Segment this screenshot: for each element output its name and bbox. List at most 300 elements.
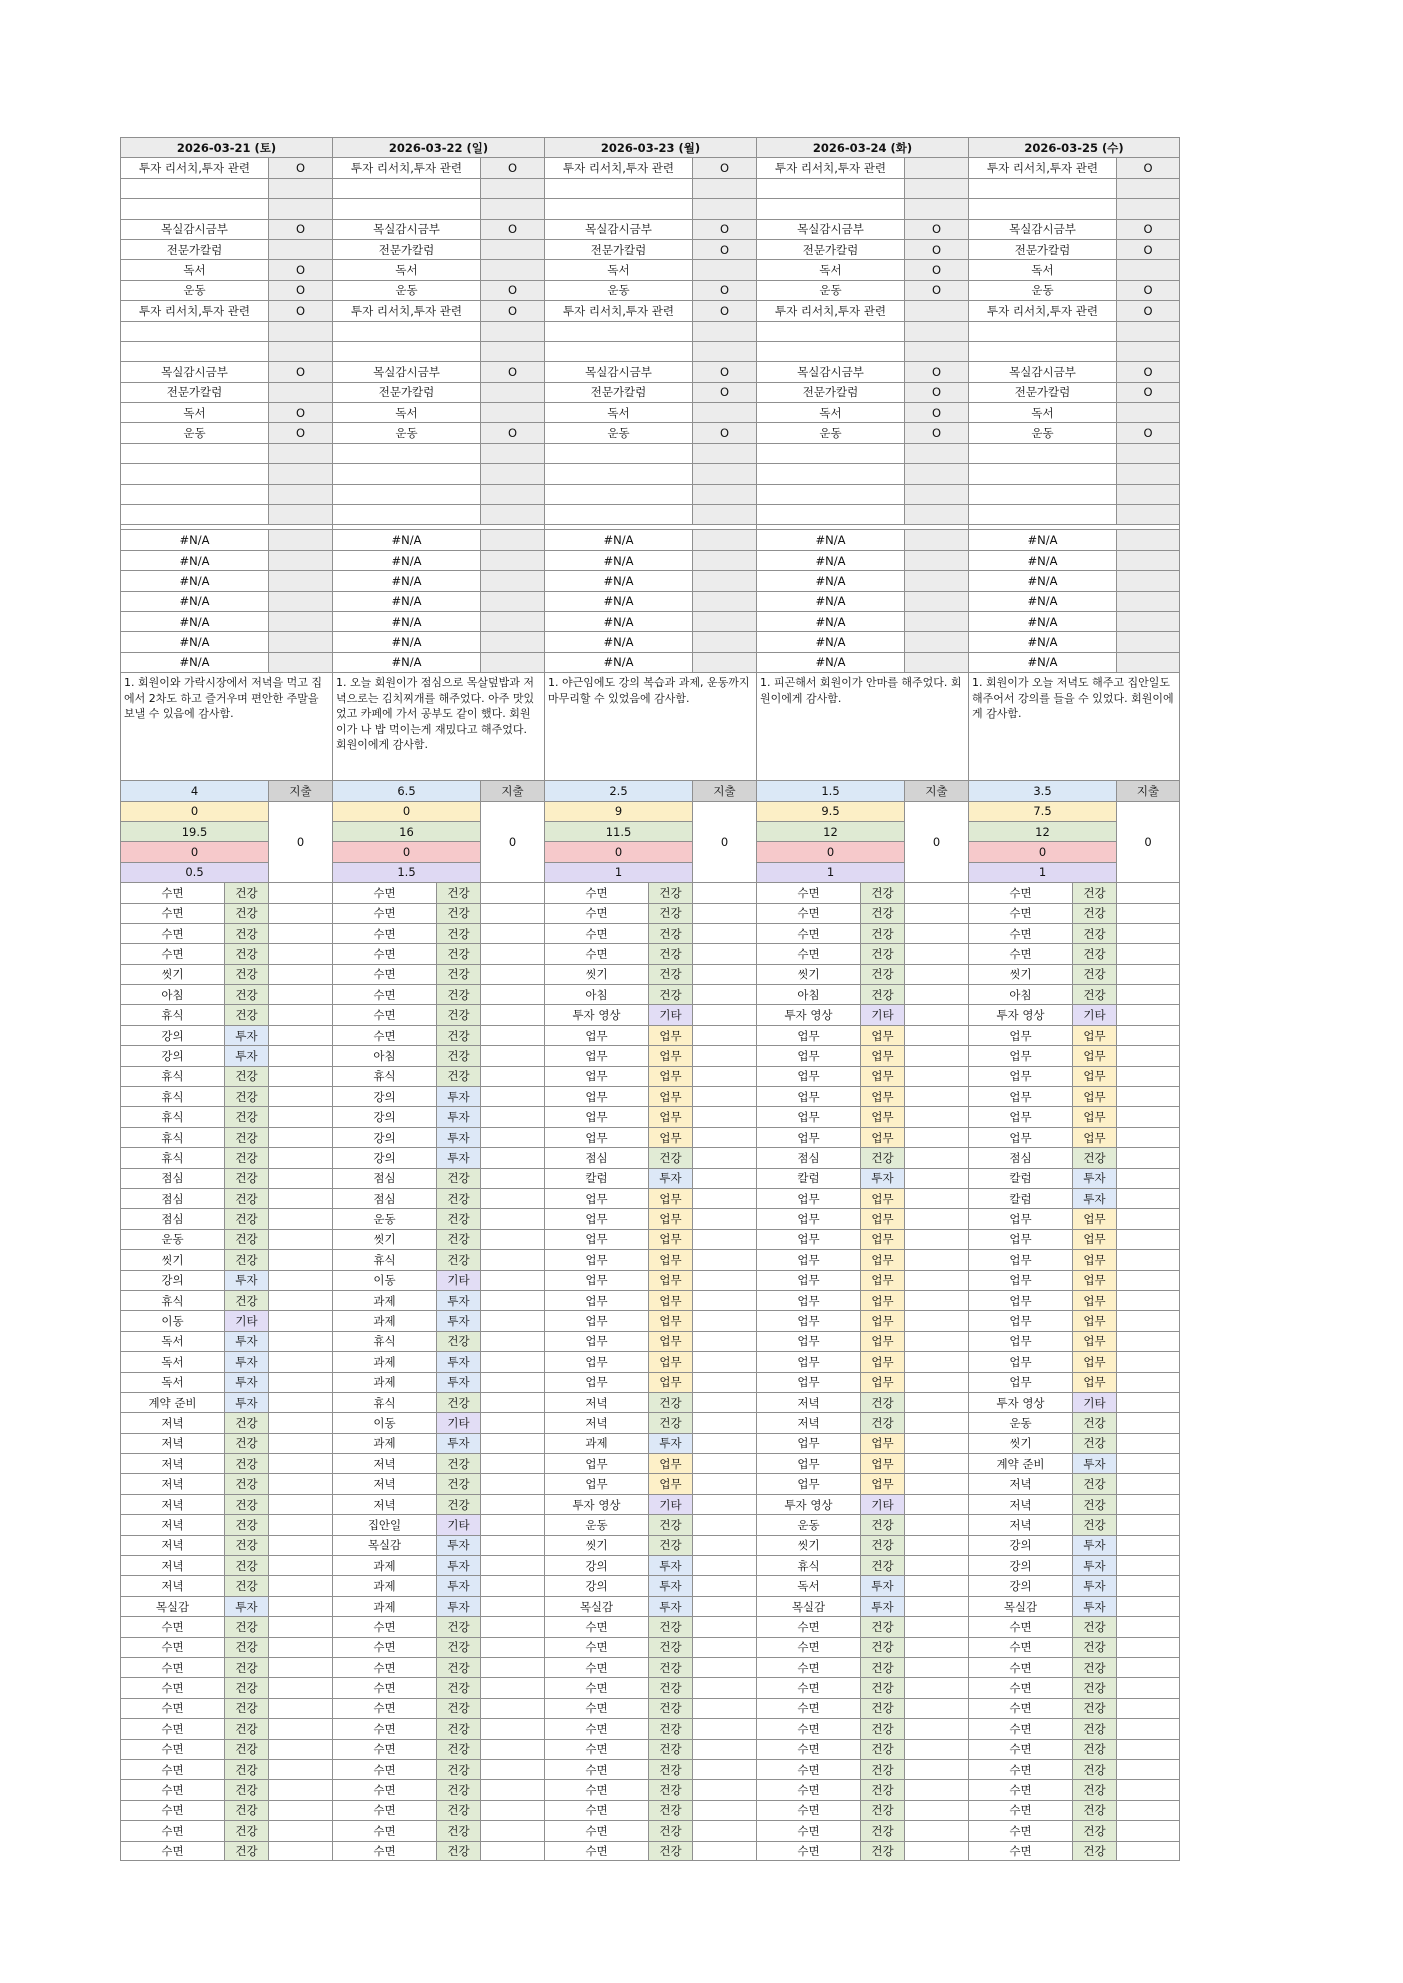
lookup-aux-cell[interactable] <box>1116 591 1180 611</box>
task-check-cell[interactable] <box>480 341 544 361</box>
activity-cell[interactable]: 업무 <box>968 1066 1072 1086</box>
task-name-cell[interactable]: 전문가칼럼 <box>544 239 692 259</box>
task-name-cell[interactable]: 목실감시금부 <box>120 361 268 381</box>
category-cell[interactable]: 업무 <box>860 1453 904 1473</box>
task-name-cell[interactable] <box>544 443 692 463</box>
activity-cell[interactable]: 수면 <box>756 1800 860 1820</box>
category-cell[interactable]: 업무 <box>860 1331 904 1351</box>
schedule-note-cell[interactable] <box>268 1555 332 1575</box>
schedule-note-cell[interactable] <box>904 1514 968 1534</box>
category-cell[interactable]: 기타 <box>648 1494 692 1514</box>
schedule-note-cell[interactable] <box>480 1616 544 1636</box>
schedule-note-cell[interactable] <box>268 1677 332 1697</box>
task-name-cell[interactable]: 전문가칼럼 <box>756 239 904 259</box>
activity-cell[interactable]: 강의 <box>332 1086 436 1106</box>
category-cell[interactable]: 업무 <box>1072 1331 1116 1351</box>
activity-cell[interactable]: 휴식 <box>120 1127 224 1147</box>
activity-cell[interactable]: 업무 <box>968 1127 1072 1147</box>
schedule-note-cell[interactable] <box>268 882 332 902</box>
task-name-cell[interactable] <box>968 504 1116 524</box>
category-cell[interactable]: 업무 <box>860 1433 904 1453</box>
category-cell[interactable]: 건강 <box>860 882 904 902</box>
category-cell[interactable]: 투자 <box>860 1168 904 1188</box>
category-cell[interactable]: 건강 <box>436 1249 480 1269</box>
schedule-note-cell[interactable] <box>1116 1168 1180 1188</box>
schedule-note-cell[interactable] <box>904 1127 968 1147</box>
task-name-cell[interactable]: 목실감시금부 <box>756 219 904 239</box>
schedule-note-cell[interactable] <box>692 1106 756 1126</box>
lookup-aux-cell[interactable] <box>1116 652 1180 672</box>
summary-hours-cell[interactable]: 12 <box>968 821 1116 841</box>
schedule-note-cell[interactable] <box>904 1249 968 1269</box>
activity-cell[interactable]: 저녁 <box>332 1453 436 1473</box>
category-cell[interactable]: 기타 <box>436 1270 480 1290</box>
category-cell[interactable]: 건강 <box>436 1208 480 1228</box>
task-check-cell[interactable]: O <box>692 422 756 442</box>
lookup-cell[interactable]: #N/A <box>332 529 480 549</box>
schedule-note-cell[interactable] <box>480 1555 544 1575</box>
task-name-cell[interactable] <box>968 341 1116 361</box>
summary-hours-cell[interactable]: 0 <box>332 841 480 861</box>
category-cell[interactable]: 건강 <box>860 1841 904 1861</box>
category-cell[interactable]: 업무 <box>1072 1310 1116 1330</box>
task-name-cell[interactable]: 운동 <box>544 280 692 300</box>
schedule-note-cell[interactable] <box>268 1392 332 1412</box>
category-cell[interactable]: 건강 <box>1072 1657 1116 1677</box>
schedule-note-cell[interactable] <box>904 1066 968 1086</box>
task-check-cell[interactable]: O <box>692 157 756 177</box>
schedule-note-cell[interactable] <box>692 1249 756 1269</box>
schedule-note-cell[interactable] <box>268 1372 332 1392</box>
task-name-cell[interactable] <box>756 484 904 504</box>
category-cell[interactable]: 투자 <box>648 1433 692 1453</box>
expense-total[interactable]: 0 <box>480 801 544 883</box>
schedule-note-cell[interactable] <box>480 1514 544 1534</box>
activity-cell[interactable]: 수면 <box>968 1739 1072 1759</box>
category-cell[interactable]: 건강 <box>436 1066 480 1086</box>
activity-cell[interactable]: 수면 <box>756 903 860 923</box>
summary-hours-cell[interactable]: 1 <box>756 862 904 882</box>
summary-hours-cell[interactable]: 2.5 <box>544 780 692 800</box>
activity-cell[interactable]: 씻기 <box>120 1249 224 1269</box>
lookup-aux-cell[interactable] <box>1116 570 1180 590</box>
lookup-cell[interactable]: #N/A <box>756 570 904 590</box>
category-cell[interactable]: 건강 <box>860 1739 904 1759</box>
lookup-cell[interactable]: #N/A <box>968 529 1116 549</box>
schedule-note-cell[interactable] <box>480 1596 544 1616</box>
schedule-note-cell[interactable] <box>904 1494 968 1514</box>
schedule-note-cell[interactable] <box>692 1820 756 1840</box>
activity-cell[interactable]: 수면 <box>332 1800 436 1820</box>
lookup-cell[interactable]: #N/A <box>332 652 480 672</box>
activity-cell[interactable]: 투자 영상 <box>544 1004 648 1024</box>
activity-cell[interactable]: 수면 <box>756 1718 860 1738</box>
activity-cell[interactable]: 수면 <box>968 1616 1072 1636</box>
schedule-note-cell[interactable] <box>480 1473 544 1493</box>
activity-cell[interactable]: 업무 <box>544 1188 648 1208</box>
lookup-aux-cell[interactable] <box>480 591 544 611</box>
activity-cell[interactable]: 수면 <box>544 1820 648 1840</box>
activity-cell[interactable]: 업무 <box>968 1045 1072 1065</box>
category-cell[interactable]: 건강 <box>224 1453 268 1473</box>
activity-cell[interactable]: 과제 <box>332 1372 436 1392</box>
task-name-cell[interactable]: 독서 <box>756 259 904 279</box>
schedule-note-cell[interactable] <box>904 1270 968 1290</box>
schedule-note-cell[interactable] <box>480 1331 544 1351</box>
task-name-cell[interactable]: 투자 리서치,투자 관련 <box>756 157 904 177</box>
category-cell[interactable]: 건강 <box>1072 1147 1116 1167</box>
activity-cell[interactable]: 아침 <box>332 1045 436 1065</box>
schedule-note-cell[interactable] <box>480 1657 544 1677</box>
activity-cell[interactable]: 과제 <box>544 1433 648 1453</box>
lookup-cell[interactable]: #N/A <box>332 591 480 611</box>
category-cell[interactable]: 업무 <box>860 1066 904 1086</box>
activity-cell[interactable]: 휴식 <box>120 1066 224 1086</box>
category-cell[interactable]: 업무 <box>1072 1106 1116 1126</box>
task-check-cell[interactable] <box>480 178 544 198</box>
category-cell[interactable]: 투자 <box>436 1086 480 1106</box>
category-cell[interactable]: 건강 <box>224 1555 268 1575</box>
activity-cell[interactable]: 업무 <box>756 1453 860 1473</box>
activity-cell[interactable]: 업무 <box>544 1310 648 1330</box>
category-cell[interactable]: 건강 <box>224 943 268 963</box>
task-check-cell[interactable] <box>692 443 756 463</box>
activity-cell[interactable]: 계약 준비 <box>120 1392 224 1412</box>
category-cell[interactable]: 건강 <box>860 1800 904 1820</box>
schedule-note-cell[interactable] <box>268 923 332 943</box>
schedule-note-cell[interactable] <box>1116 1045 1180 1065</box>
schedule-note-cell[interactable] <box>904 1147 968 1167</box>
category-cell[interactable]: 건강 <box>224 923 268 943</box>
category-cell[interactable]: 업무 <box>1072 1066 1116 1086</box>
schedule-note-cell[interactable] <box>904 1657 968 1677</box>
activity-cell[interactable]: 저녁 <box>120 1494 224 1514</box>
activity-cell[interactable]: 점심 <box>332 1188 436 1208</box>
task-name-cell[interactable]: 목실감시금부 <box>968 361 1116 381</box>
category-cell[interactable]: 업무 <box>860 1249 904 1269</box>
schedule-note-cell[interactable] <box>480 1208 544 1228</box>
summary-hours-cell[interactable]: 0.5 <box>120 862 268 882</box>
category-cell[interactable]: 건강 <box>224 1616 268 1636</box>
summary-hours-cell[interactable]: 9 <box>544 801 692 821</box>
schedule-note-cell[interactable] <box>268 964 332 984</box>
category-cell[interactable]: 건강 <box>860 1514 904 1534</box>
task-check-cell[interactable]: O <box>268 157 332 177</box>
task-check-cell[interactable] <box>1116 198 1180 218</box>
activity-cell[interactable]: 운동 <box>544 1514 648 1534</box>
activity-cell[interactable]: 수면 <box>968 1637 1072 1657</box>
task-name-cell[interactable]: 독서 <box>544 402 692 422</box>
category-cell[interactable]: 건강 <box>436 1800 480 1820</box>
task-check-cell[interactable]: O <box>480 157 544 177</box>
task-check-cell[interactable] <box>1116 504 1180 524</box>
category-cell[interactable]: 건강 <box>648 1800 692 1820</box>
task-check-cell[interactable]: O <box>1116 239 1180 259</box>
lookup-aux-cell[interactable] <box>480 652 544 672</box>
category-cell[interactable]: 건강 <box>648 1698 692 1718</box>
task-name-cell[interactable] <box>332 443 480 463</box>
task-check-cell[interactable] <box>904 504 968 524</box>
task-check-cell[interactable] <box>268 484 332 504</box>
category-cell[interactable]: 건강 <box>224 1147 268 1167</box>
category-cell[interactable]: 건강 <box>648 1535 692 1555</box>
category-cell[interactable]: 기타 <box>1072 1392 1116 1412</box>
schedule-note-cell[interactable] <box>268 1494 332 1514</box>
task-name-cell[interactable] <box>120 198 268 218</box>
task-name-cell[interactable] <box>968 178 1116 198</box>
task-check-cell[interactable]: O <box>692 219 756 239</box>
category-cell[interactable]: 건강 <box>224 1677 268 1697</box>
category-cell[interactable]: 건강 <box>224 1412 268 1432</box>
category-cell[interactable]: 건강 <box>224 1841 268 1861</box>
activity-cell[interactable]: 강의 <box>332 1127 436 1147</box>
summary-hours-cell[interactable]: 0 <box>332 801 480 821</box>
activity-cell[interactable]: 과제 <box>332 1433 436 1453</box>
activity-cell[interactable]: 업무 <box>544 1473 648 1493</box>
task-name-cell[interactable]: 독서 <box>544 259 692 279</box>
schedule-note-cell[interactable] <box>692 1290 756 1310</box>
lookup-aux-cell[interactable] <box>268 611 332 631</box>
category-cell[interactable]: 업무 <box>648 1025 692 1045</box>
activity-cell[interactable]: 독서 <box>120 1331 224 1351</box>
activity-cell[interactable]: 업무 <box>544 1045 648 1065</box>
lookup-cell[interactable]: #N/A <box>120 570 268 590</box>
schedule-note-cell[interactable] <box>904 1759 968 1779</box>
schedule-note-cell[interactable] <box>268 1229 332 1249</box>
schedule-note-cell[interactable] <box>268 1412 332 1432</box>
activity-cell[interactable]: 수면 <box>332 1637 436 1657</box>
schedule-note-cell[interactable] <box>692 1270 756 1290</box>
activity-cell[interactable]: 업무 <box>968 1290 1072 1310</box>
activity-cell[interactable]: 휴식 <box>332 1066 436 1086</box>
category-cell[interactable]: 건강 <box>224 1535 268 1555</box>
task-name-cell[interactable] <box>756 443 904 463</box>
category-cell[interactable]: 건강 <box>436 1718 480 1738</box>
category-cell[interactable]: 투자 <box>436 1433 480 1453</box>
task-check-cell[interactable] <box>480 259 544 279</box>
lookup-cell[interactable]: #N/A <box>968 611 1116 631</box>
category-cell[interactable]: 업무 <box>1072 1025 1116 1045</box>
category-cell[interactable]: 건강 <box>1072 1779 1116 1799</box>
category-cell[interactable]: 건강 <box>436 984 480 1004</box>
schedule-note-cell[interactable] <box>692 1677 756 1697</box>
category-cell[interactable]: 건강 <box>860 1555 904 1575</box>
activity-cell[interactable]: 수면 <box>544 1677 648 1697</box>
category-cell[interactable]: 건강 <box>436 1453 480 1473</box>
activity-cell[interactable]: 수면 <box>756 1677 860 1697</box>
schedule-note-cell[interactable] <box>268 1249 332 1269</box>
task-name-cell[interactable] <box>544 178 692 198</box>
category-cell[interactable]: 건강 <box>860 984 904 1004</box>
schedule-note-cell[interactable] <box>1116 1127 1180 1147</box>
task-name-cell[interactable] <box>756 178 904 198</box>
schedule-note-cell[interactable] <box>480 1147 544 1167</box>
lookup-aux-cell[interactable] <box>692 631 756 651</box>
activity-cell[interactable]: 수면 <box>120 1657 224 1677</box>
schedule-note-cell[interactable] <box>1116 1575 1180 1595</box>
activity-cell[interactable]: 수면 <box>756 1841 860 1861</box>
category-cell[interactable]: 건강 <box>860 1820 904 1840</box>
activity-cell[interactable]: 업무 <box>756 1127 860 1147</box>
schedule-note-cell[interactable] <box>268 943 332 963</box>
schedule-note-cell[interactable] <box>692 1473 756 1493</box>
task-name-cell[interactable]: 목실감시금부 <box>544 361 692 381</box>
category-cell[interactable]: 건강 <box>436 1698 480 1718</box>
schedule-note-cell[interactable] <box>904 1331 968 1351</box>
schedule-note-cell[interactable] <box>1116 1270 1180 1290</box>
activity-cell[interactable]: 수면 <box>756 923 860 943</box>
schedule-note-cell[interactable] <box>692 1616 756 1636</box>
schedule-note-cell[interactable] <box>1116 1351 1180 1371</box>
category-cell[interactable]: 투자 <box>224 1331 268 1351</box>
category-cell[interactable]: 건강 <box>224 1433 268 1453</box>
schedule-note-cell[interactable] <box>480 943 544 963</box>
task-check-cell[interactable] <box>692 341 756 361</box>
schedule-note-cell[interactable] <box>692 1453 756 1473</box>
category-cell[interactable]: 건강 <box>436 943 480 963</box>
schedule-note-cell[interactable] <box>1116 1453 1180 1473</box>
lookup-cell[interactable]: #N/A <box>968 550 1116 570</box>
schedule-note-cell[interactable] <box>1116 1800 1180 1820</box>
activity-cell[interactable]: 업무 <box>756 1433 860 1453</box>
lookup-aux-cell[interactable] <box>904 611 968 631</box>
activity-cell[interactable]: 수면 <box>756 1739 860 1759</box>
task-name-cell[interactable]: 목실감시금부 <box>332 361 480 381</box>
activity-cell[interactable]: 수면 <box>756 1657 860 1677</box>
category-cell[interactable]: 업무 <box>1072 1351 1116 1371</box>
activity-cell[interactable]: 강의 <box>120 1025 224 1045</box>
category-cell[interactable]: 업무 <box>648 1453 692 1473</box>
category-cell[interactable]: 건강 <box>860 1677 904 1697</box>
activity-cell[interactable]: 집안일 <box>332 1514 436 1534</box>
activity-cell[interactable]: 수면 <box>332 1841 436 1861</box>
task-check-cell[interactable] <box>268 504 332 524</box>
task-check-cell[interactable] <box>480 402 544 422</box>
task-check-cell[interactable] <box>692 198 756 218</box>
category-cell[interactable]: 건강 <box>1072 984 1116 1004</box>
schedule-note-cell[interactable] <box>1116 1025 1180 1045</box>
activity-cell[interactable]: 수면 <box>544 903 648 923</box>
category-cell[interactable]: 업무 <box>860 1025 904 1045</box>
lookup-cell[interactable]: #N/A <box>544 550 692 570</box>
summary-hours-cell[interactable]: 6.5 <box>332 780 480 800</box>
category-cell[interactable]: 업무 <box>860 1351 904 1371</box>
schedule-note-cell[interactable] <box>692 1841 756 1861</box>
category-cell[interactable]: 건강 <box>1072 943 1116 963</box>
schedule-note-cell[interactable] <box>268 1841 332 1861</box>
schedule-note-cell[interactable] <box>1116 1086 1180 1106</box>
task-name-cell[interactable] <box>756 341 904 361</box>
category-cell[interactable]: 업무 <box>860 1106 904 1126</box>
activity-cell[interactable]: 운동 <box>332 1208 436 1228</box>
schedule-note-cell[interactable] <box>268 1473 332 1493</box>
activity-cell[interactable]: 투자 영상 <box>756 1004 860 1024</box>
task-name-cell[interactable] <box>968 321 1116 341</box>
summary-hours-cell[interactable]: 12 <box>756 821 904 841</box>
schedule-note-cell[interactable] <box>692 1535 756 1555</box>
summary-hours-cell[interactable]: 1.5 <box>756 780 904 800</box>
lookup-cell[interactable]: #N/A <box>120 611 268 631</box>
activity-cell[interactable]: 수면 <box>332 964 436 984</box>
category-cell[interactable]: 투자 <box>436 1596 480 1616</box>
activity-cell[interactable]: 씻기 <box>756 964 860 984</box>
schedule-note-cell[interactable] <box>692 1433 756 1453</box>
activity-cell[interactable]: 강의 <box>332 1106 436 1126</box>
activity-cell[interactable]: 수면 <box>120 923 224 943</box>
lookup-cell[interactable]: #N/A <box>544 529 692 549</box>
category-cell[interactable]: 업무 <box>860 1208 904 1228</box>
activity-cell[interactable]: 저녁 <box>968 1514 1072 1534</box>
category-cell[interactable]: 투자 <box>1072 1188 1116 1208</box>
schedule-note-cell[interactable] <box>268 1739 332 1759</box>
category-cell[interactable]: 건강 <box>648 1657 692 1677</box>
activity-cell[interactable]: 강의 <box>544 1575 648 1595</box>
schedule-note-cell[interactable] <box>904 923 968 943</box>
summary-hours-cell[interactable]: 19.5 <box>120 821 268 841</box>
lookup-aux-cell[interactable] <box>692 529 756 549</box>
category-cell[interactable]: 건강 <box>1072 1739 1116 1759</box>
activity-cell[interactable]: 업무 <box>544 1351 648 1371</box>
task-name-cell[interactable] <box>544 198 692 218</box>
schedule-note-cell[interactable] <box>480 1535 544 1555</box>
schedule-note-cell[interactable] <box>1116 1229 1180 1249</box>
task-name-cell[interactable] <box>120 341 268 361</box>
category-cell[interactable]: 업무 <box>648 1045 692 1065</box>
activity-cell[interactable]: 수면 <box>332 1004 436 1024</box>
activity-cell[interactable]: 씻기 <box>332 1229 436 1249</box>
task-check-cell[interactable] <box>268 178 332 198</box>
activity-cell[interactable]: 업무 <box>756 1249 860 1269</box>
schedule-note-cell[interactable] <box>692 1229 756 1249</box>
activity-cell[interactable]: 수면 <box>120 1616 224 1636</box>
task-check-cell[interactable] <box>1116 463 1180 483</box>
category-cell[interactable]: 기타 <box>648 1004 692 1024</box>
category-cell[interactable]: 건강 <box>224 1759 268 1779</box>
activity-cell[interactable]: 투자 영상 <box>756 1494 860 1514</box>
schedule-note-cell[interactable] <box>692 1045 756 1065</box>
activity-cell[interactable]: 운동 <box>968 1412 1072 1432</box>
category-cell[interactable]: 건강 <box>648 1616 692 1636</box>
category-cell[interactable]: 건강 <box>224 1208 268 1228</box>
schedule-note-cell[interactable] <box>692 964 756 984</box>
task-check-cell[interactable] <box>480 443 544 463</box>
task-check-cell[interactable] <box>268 443 332 463</box>
category-cell[interactable]: 건강 <box>1072 1433 1116 1453</box>
category-cell[interactable]: 업무 <box>648 1229 692 1249</box>
activity-cell[interactable]: 수면 <box>332 1677 436 1697</box>
task-check-cell[interactable] <box>1116 484 1180 504</box>
schedule-note-cell[interactable] <box>480 882 544 902</box>
summary-hours-cell[interactable]: 16 <box>332 821 480 841</box>
task-name-cell[interactable]: 독서 <box>968 402 1116 422</box>
category-cell[interactable]: 건강 <box>860 1412 904 1432</box>
schedule-note-cell[interactable] <box>904 1841 968 1861</box>
activity-cell[interactable]: 업무 <box>544 1331 648 1351</box>
task-check-cell[interactable] <box>1116 402 1180 422</box>
lookup-cell[interactable]: #N/A <box>544 652 692 672</box>
schedule-note-cell[interactable] <box>692 1066 756 1086</box>
category-cell[interactable]: 건강 <box>436 1779 480 1799</box>
task-check-cell[interactable] <box>904 157 968 177</box>
schedule-note-cell[interactable] <box>692 1779 756 1799</box>
task-name-cell[interactable] <box>120 321 268 341</box>
category-cell[interactable]: 업무 <box>860 1229 904 1249</box>
activity-cell[interactable]: 저녁 <box>756 1392 860 1412</box>
activity-cell[interactable]: 저녁 <box>120 1433 224 1453</box>
category-cell[interactable]: 건강 <box>224 1188 268 1208</box>
lookup-aux-cell[interactable] <box>692 570 756 590</box>
task-check-cell[interactable] <box>1116 178 1180 198</box>
